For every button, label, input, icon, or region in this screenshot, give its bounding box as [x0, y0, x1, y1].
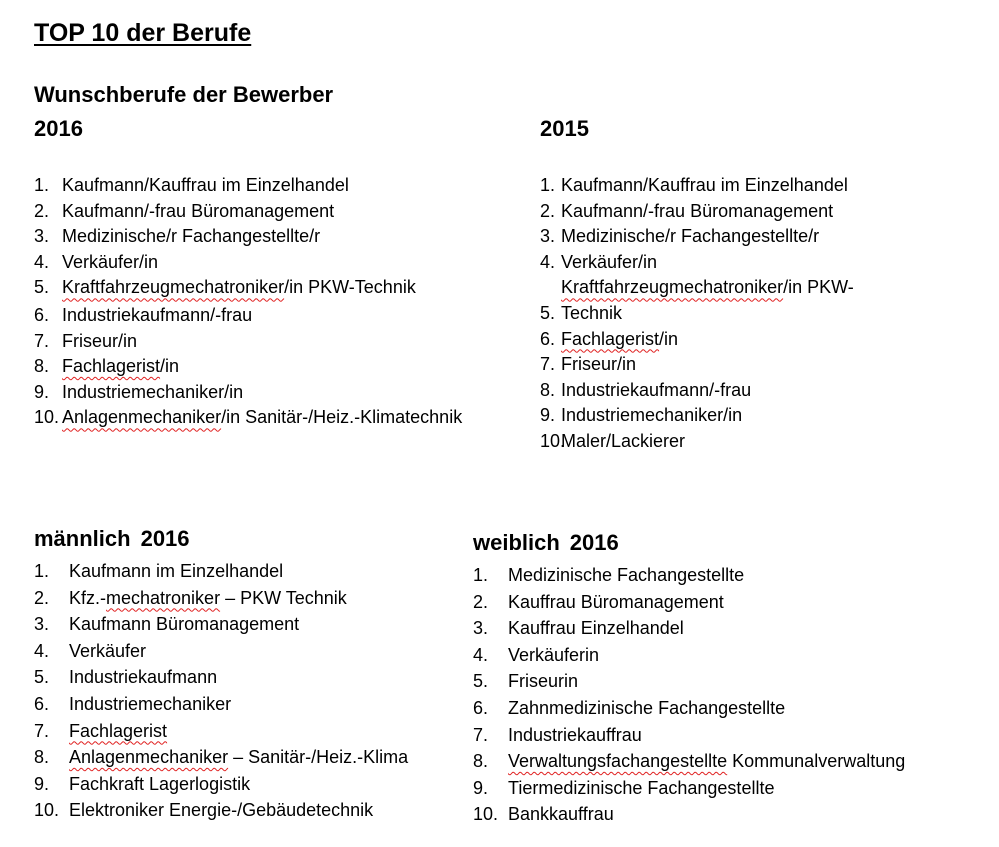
male-year: 2016	[140, 526, 190, 551]
item-number: 6.	[540, 328, 556, 349]
item-text	[69, 611, 299, 638]
item-text	[62, 380, 243, 406]
list-item	[34, 611, 408, 638]
list-item	[473, 589, 905, 616]
list-item	[540, 429, 854, 455]
list-item	[34, 691, 408, 718]
list-item	[34, 771, 408, 798]
item-text	[62, 173, 349, 199]
item-text	[69, 638, 146, 665]
male-heading	[34, 526, 190, 552]
spellcheck-word: Fachlagerist	[69, 720, 168, 741]
item-number: 9.	[34, 381, 50, 402]
item-label: Bankkauffrau	[508, 804, 614, 825]
list-item	[34, 558, 408, 585]
item-number: 10.	[34, 800, 60, 821]
item-suffix: /in Sanitär-/Heiz.-Klimatechnik	[221, 407, 463, 428]
item-number: 4.	[473, 644, 489, 665]
item-text	[62, 354, 179, 380]
item-text	[69, 744, 408, 771]
item-label: Zahnmedizinische Fachangestellte	[508, 697, 786, 718]
item-number: 3.	[473, 618, 489, 639]
item-text	[561, 327, 678, 353]
list-item	[540, 327, 854, 353]
item-label: Kaufmann/-frau Büromanagement	[561, 200, 834, 221]
item-number: 4.	[34, 251, 50, 272]
list-item	[34, 250, 462, 276]
item-text	[62, 250, 158, 276]
list-item	[540, 224, 854, 250]
item-label: Friseur/in	[62, 330, 138, 351]
item-label: Industriekaufmann	[69, 667, 218, 688]
item-text	[69, 664, 217, 691]
item-label: Medizinische/r Fachangestellte/r	[561, 226, 820, 247]
list-item	[34, 585, 408, 612]
item-suffix: /in	[160, 356, 180, 377]
item-text	[561, 224, 819, 250]
item-number: 6.	[34, 693, 50, 714]
item-number: 3.	[540, 226, 556, 247]
item-label: Maler/Lackierer	[561, 430, 686, 451]
item-text	[508, 722, 642, 749]
item-text	[69, 585, 347, 612]
item-prefix: Kfz.-	[69, 587, 107, 608]
item-text	[508, 775, 774, 802]
item-number: 1.	[34, 175, 50, 195]
list-item	[473, 748, 905, 775]
item-label: Verkäufer	[69, 640, 147, 661]
list-item	[34, 275, 462, 301]
list-item	[473, 722, 905, 749]
spellcheck-word: Anlagenmechaniker	[69, 747, 229, 768]
spellcheck-word: Kraftfahrzeugmechatroniker	[561, 277, 784, 298]
item-number: 2.	[34, 200, 50, 221]
spellcheck-word: mechatroniker	[106, 587, 221, 608]
item-text	[561, 173, 848, 199]
female-heading	[473, 530, 619, 556]
item-label: Industriekaufmann/-frau	[62, 304, 253, 325]
item-label: Industriemechaniker/in	[561, 405, 743, 426]
item-number: 3.	[34, 614, 50, 635]
item-number: 7.	[540, 354, 556, 375]
item-number: 1.	[473, 565, 489, 585]
section-heading: Wunschberufe der Bewerber	[34, 82, 334, 107]
list-item	[34, 405, 462, 431]
item-label: Kaufmann/-frau Büromanagement	[62, 200, 335, 221]
list-item	[473, 801, 905, 828]
item-number: 10.	[34, 407, 60, 428]
list-item	[34, 744, 408, 771]
item-label: Kaufmann Büromanagement	[69, 614, 300, 635]
item-label: Kauffrau Büromanagement	[508, 591, 724, 612]
item-number: 3.	[34, 226, 50, 247]
item-number: 5.	[34, 667, 50, 688]
item-label: Verkäufer/in	[62, 251, 159, 272]
list-item	[540, 199, 854, 225]
item-number: 1.	[34, 561, 50, 581]
item-label: Industriemechaniker/in	[62, 381, 244, 402]
item-suffix: Kommunalverwaltung	[727, 751, 906, 772]
item-label: Friseur/in	[561, 354, 637, 375]
item-number: 10.	[473, 804, 499, 825]
list-item	[34, 173, 462, 199]
item-label: Kaufmann/Kauffrau im Einzelhandel	[561, 175, 848, 195]
item-text	[561, 352, 636, 378]
item-text	[561, 403, 742, 429]
item-text	[508, 589, 724, 616]
item-number: 9.	[540, 405, 556, 426]
item-suffix: – Sanitär-/Heiz.-Klima	[228, 747, 409, 768]
item-label: Tiermedizinische Fachangestellte	[508, 777, 775, 798]
spellcheck-word: Fachlagerist	[62, 356, 161, 377]
item-text	[561, 429, 685, 455]
list-item	[473, 668, 905, 695]
list-item	[473, 695, 905, 722]
item-number: 6.	[473, 697, 489, 718]
item-number: 2.	[540, 200, 556, 221]
item-text	[508, 748, 905, 775]
list-item	[540, 378, 854, 404]
item-text	[561, 250, 657, 276]
list-item	[473, 615, 905, 642]
item-text	[508, 801, 614, 828]
item-text	[508, 562, 744, 589]
item-number: 2.	[34, 587, 50, 608]
item-label: Friseurin	[508, 671, 579, 692]
item-text	[561, 199, 833, 225]
item-text	[69, 771, 250, 798]
item-text	[69, 558, 283, 585]
item-number: 7.	[34, 720, 50, 741]
item-number: 2.	[473, 591, 489, 612]
list-item	[540, 403, 854, 429]
item-text	[62, 275, 416, 301]
item-number: 6.	[34, 304, 50, 325]
item-label: Medizinische/r Fachangestellte/r	[62, 226, 321, 247]
female-year: 2016	[569, 530, 619, 555]
item-label: Kaufmann/Kauffrau im Einzelhandel	[62, 175, 349, 195]
list-item	[34, 638, 408, 665]
item-suffix: /in PKW-Technik	[284, 277, 416, 298]
item-number: 8.	[473, 751, 489, 772]
item-text	[508, 642, 599, 669]
list-item	[34, 380, 462, 406]
item-label: Verkäufer/in	[561, 251, 658, 272]
item-text	[69, 718, 167, 745]
spellcheck-word: Anlagenmechaniker	[62, 407, 222, 428]
list-female	[473, 562, 905, 828]
item-label: Verkäuferin	[508, 644, 600, 665]
list-item	[473, 775, 905, 802]
item-label: Elektroniker Energie-/Gebäudetechnik	[69, 800, 374, 821]
item-number: 8.	[540, 379, 556, 400]
spellcheck-word: Fachlagerist	[561, 328, 660, 349]
item-continuation: Technik	[561, 302, 623, 323]
spellcheck-word: Verwaltungsfachangestellte	[508, 751, 728, 772]
page-title: TOP 10 der Berufe	[34, 19, 252, 47]
item-number: 8.	[34, 356, 50, 377]
item-label: Kauffrau Einzelhandel	[508, 618, 684, 639]
item-number: 1.	[540, 175, 556, 195]
item-label: Industriekaufmann/-frau	[561, 379, 752, 400]
list-2015	[540, 173, 854, 455]
item-text	[62, 199, 334, 225]
item-label: Industriemechaniker	[69, 693, 232, 714]
list-item	[473, 642, 905, 669]
list-item	[540, 250, 854, 276]
item-number: 10.	[540, 430, 566, 451]
item-number: 9.	[473, 777, 489, 798]
list-item	[473, 562, 905, 589]
list-item	[34, 354, 462, 380]
item-number: 7.	[473, 724, 489, 745]
item-number: 5.	[473, 671, 489, 692]
list-item	[540, 352, 854, 378]
list-item	[34, 224, 462, 250]
item-text	[561, 378, 751, 404]
list-item	[34, 329, 462, 355]
item-text	[69, 797, 373, 824]
item-text	[508, 615, 684, 642]
item-text	[508, 695, 785, 722]
item-text	[508, 668, 578, 695]
list-item	[540, 173, 854, 199]
item-suffix: /in PKW-	[783, 277, 854, 298]
item-text	[62, 224, 320, 250]
item-number: 4.	[540, 251, 556, 272]
item-label: Industriekauffrau	[508, 724, 642, 745]
item-label: Fachkraft Lagerlogistik	[69, 773, 251, 794]
item-text	[62, 405, 462, 431]
list-male	[34, 558, 408, 824]
item-label: Kaufmann im Einzelhandel	[69, 561, 284, 581]
male-label: männlich	[34, 526, 131, 551]
item-suffix: – PKW Technik	[220, 587, 347, 608]
item-text	[69, 691, 231, 718]
female-label: weiblich	[473, 530, 560, 555]
spellcheck-word: Kraftfahrzeugmechatroniker	[62, 277, 285, 298]
list-item	[34, 797, 408, 824]
item-text	[62, 303, 252, 329]
year-2016-heading: 2016	[34, 116, 83, 141]
item-number: 7.	[34, 330, 50, 351]
list-item	[34, 718, 408, 745]
item-number: 4.	[34, 640, 50, 661]
item-number: 9.	[34, 773, 50, 794]
item-number: 5.	[540, 302, 556, 323]
list-item	[34, 664, 408, 691]
item-text	[62, 329, 137, 355]
list-item	[34, 303, 462, 329]
list-item	[34, 199, 462, 225]
item-suffix: /in	[659, 328, 679, 349]
list-item	[540, 275, 854, 326]
item-text	[561, 275, 854, 326]
item-number: 8.	[34, 747, 50, 768]
item-label: Medizinische Fachangestellte	[508, 565, 745, 585]
year-2015-heading: 2015	[540, 116, 589, 141]
item-number: 5.	[34, 277, 50, 298]
list-2016	[34, 173, 462, 431]
